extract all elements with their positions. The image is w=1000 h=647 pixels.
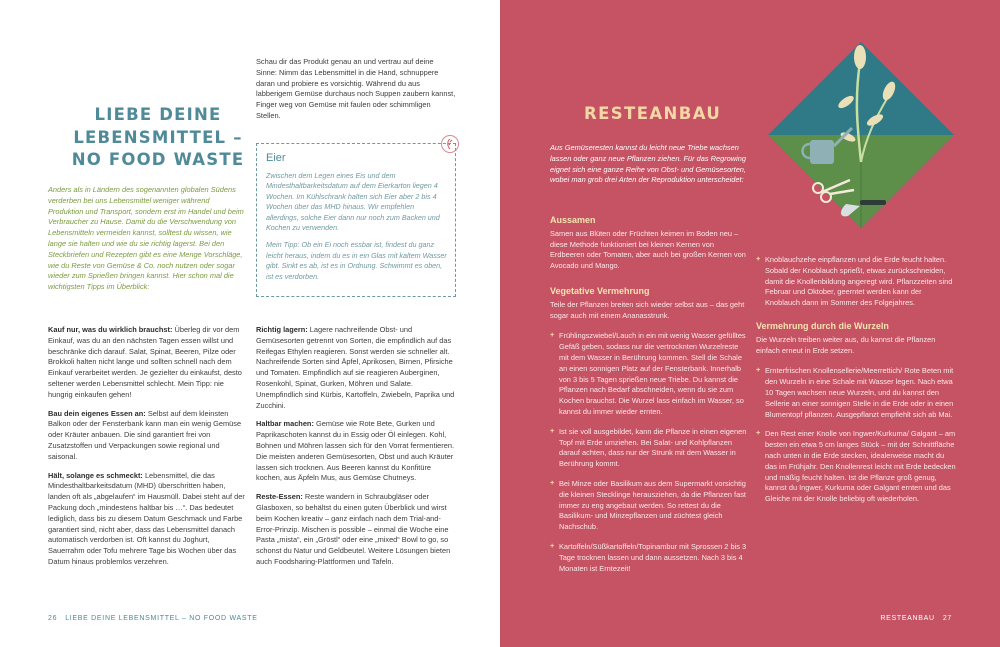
tip-paragraph: Reste-Essen: Reste wandern in Schraubgläser oder Glasboxen, so behältst du einen guten Überblick und wirst beim Kochen kreativ – ganz einfach nach dem Trial-and-Error-Prinzip. Mischen is possible – einmal die Woche eine Pasta „mista“, ein „Gröstl“ oder eine „mixed“ Bowl to go, so schonst du Natur und Geldbeutel. Weitere Lösungen bieten auch Foodsharing-Plattformen und Tafeln.	[256, 492, 451, 566]
right-page-heading: RESTEANBAU	[584, 104, 722, 123]
section-heading-aussamen: Aussamen	[550, 215, 596, 225]
list-item: + Kartoffeln/Süßkartoffeln/Topinambur mit Sprossen 2 bis 3 Tage trocknen lassen und dann aussetzen. Nach 3 bis 4 Monaten ist Erntezeit!	[550, 540, 747, 573]
tip-paragraph: Bau dein eigenes Essen an: Selbst auf dem kleinsten Balkon oder der Fensterbank kann man ein wenig Gemüse oder Kräuter anbauen. Die sind garantiert frei von Zusatzstoffen und Verpackungen sowie regional und saisonal.	[48, 408, 242, 461]
top-column-text: Schau dir das Produkt genau an und vertrau auf deine Sinne: Nimm das Lebensmittel in die Hand, schnuppere daran und probiere es vorsichtig. Während du aus labberigem Gemüse durchaus noch Suppen zaubern kannst, Finger weg von Gemüse mit faulen oder schimmligen Stellen.	[256, 57, 456, 120]
tip-paragraph: Richtig lagern: Lagere nachreifende Obst- und Gemüsesorten getrennt von Sorten, die empfindlich auf das Reifegas Ethylen reagieren. Sonst werden sie schneller alt. Nachreifende Sorten sind Äpfel, Aprikosen, Birnen, Pfirsiche und Tomaten. Empfindlich auf sie reagieren Auberginen, Rosenkohl, Spinat, Gurken, Möhren und Salate. Unempfindlich sind Kürbis, Kartoffeln, Zwiebeln, Paprika und Zucchini.	[256, 325, 455, 410]
heading-line: LIEBE DEINE	[94, 105, 222, 124]
section-text: Teile der Pflanzen breiten sich wieder selbst aus – das geht sogar auch mit einem Ananasstrunk.	[550, 299, 745, 320]
right-column-2	[756, 255, 956, 514]
plus-bullet-icon: +	[756, 428, 761, 438]
egg-box-paragraph: Zwischen dem Legen eines Eis und dem Mindesthaltbarkeitsdatum auf dem Eierkarton liegen 4 Wochen. Im Kühlschrank halten sich Eier aber 2 bis 4 Wochen über das MHD hinaus. Wir empfehlen allerdings, solche Eier dann nur noch zum Backen und Kochen zu verwenden.	[266, 171, 440, 233]
running-title: RESTEANBAU	[880, 615, 935, 622]
right-page-footer	[880, 615, 952, 622]
page-number: 26	[48, 615, 58, 622]
list-item: + Den Rest einer Knolle von Ingwer/Kurkuma/ Galgant – am besten ein etwa 5 cm langes Stück – mit der Schnittfläche nach unten in die Erde stecken, idealerweise macht du das im Frühjahr. Den Knollenrest leicht mit Erde bedecken und mäßig feucht halten. Ist die Pflanze groß genug, kannst du Ingwer, Kurkuma oder Galgant ernten und das Gleiche mit der Knolle beliebig oft wiederholen.	[756, 428, 956, 504]
plus-bullet-icon: +	[550, 540, 555, 550]
egg-box-tip: Mein Tipp: Ob ein Ei noch essbar ist, findest du ganz leicht heraus, indem du es in ein Glas mit kaltem Wasser gibt. Sinkt es ab, ist es in Ordnung. Schwimmt es oben, ist es verdorben.	[266, 240, 447, 281]
section-text: Die Wurzeln treiben weiter aus, du kannst die Pflanzen einfach erneut in Erde setzen.	[756, 334, 936, 355]
tip-paragraph: Haltbar machen: Gemüse wie Rote Bete, Gurken und Paprikaschoten kannst du in Essig oder Öl einlegen. Kohl, Bohnen und Möhren lassen sich für den Vorrat fermentieren. Die meisten anderen Gemüsesorten, Obst und auch Kräuter lassen sich trocknen. Aus Beeren kannst du Konfitüre kochen, aus Äpfeln Mus, aus Gemüse Chutneys.	[256, 419, 455, 483]
running-title: LIEBE DEINE LEBENSMITTEL – NO FOOD WASTE	[65, 615, 258, 622]
heading-line: NO FOOD WASTE	[71, 150, 245, 169]
right-intro-text: Aus Gemüseresten kannst du leicht neue Triebe wachsen lassen oder ganz neue Pflanzen ziehen. Für das Regrowing eignet sich eine ganze Reihe von Obst- und Gemüsesorten, wobei man grob drei Arten der Reproduktion unterscheidet:	[550, 143, 746, 185]
right-page	[500, 0, 1000, 647]
list-item: + Bei Minze oder Basilikum aus dem Supermarkt vorsichtig die kleinen Stecklinge herausziehen, da die Pflanzen fast immer zu eng angebaut werden. So rettest du die Basilikum- und Minzepflanzen und züchtest gleich Nachschub.	[550, 477, 746, 532]
section-heading-vegetative: Vegetative Vermehrung	[550, 285, 650, 296]
plus-bullet-icon: +	[756, 254, 761, 263]
plus-bullet-icon: +	[550, 425, 555, 435]
list-item: + Ernterfrischen Knollensellerie/Meerrettich/ Rote Beten mit den Wurzeln in eine Schale mit Wasser legen. Nach etwa 10 Tagen wachsen neue Wurzeln, und du kannst den Sellerie an einer sonnigen Stelle in die Erde oder in einen Blumentopf pflanzen. Ausgepflanzt empfiehlt sich ab Mai.	[756, 365, 954, 419]
left-page-footer	[48, 615, 258, 622]
egg-info-box	[256, 143, 456, 297]
right-column-1	[550, 215, 750, 583]
list-item: + Ist sie voll ausgebildet, kann die Pflanze in einen eigenen Topf mit Erde umziehen. Bei Salat- und Kohlpflanzen darauf achten, dass nur der Strunk mit dem Wasser in Berührung kommt.	[550, 425, 747, 469]
plus-bullet-icon: +	[550, 330, 555, 340]
page-number: 27	[942, 615, 952, 622]
plus-bullet-icon: +	[756, 365, 761, 375]
left-column-2	[256, 325, 456, 576]
tip-paragraph: Kauf nur, was du wirklich brauchst: Überleg dir vor dem Einkauf, was du an den nächsten Tagen essen willst und beschränke dich darauf. Salat, Spinat, Beeren, Pilze oder Brokkoli halten nicht lange und sollten schnell nach dem Einkauf verarbeitet werden. Je gezielter du einkaufst, desto seltener werden Lebensmittel schlecht. Mein Tipp: nie hungrig einkaufen gehen!	[48, 325, 242, 399]
plus-bullet-icon: +	[550, 477, 555, 487]
list-item: + Knoblauchzehe einpflanzen und die Erde feucht halten. Sobald der Knoblauch sprießt, etwas zurückschneiden, damit die Knollenbildung angeregt wird. Pflanzzeiten sind Februar und Oktober, geerntet werden kann der Knoblauch dann im Sommer des Folgejahres.	[756, 254, 953, 308]
heading-line: LEBENSMITTEL –	[73, 127, 243, 147]
plant-illustration	[768, 42, 954, 228]
section-text: Samen aus Blüten oder Früchten keimen im Boden neu – diese Methode funktioniert bei kleinen Kernen von Erdbeeren oder Tomaten, aber auch bei großen Kernen von Avocado und Mango.	[550, 228, 746, 271]
tip-paragraph: Hält, solange es schmeckt: Lebensmittel, die das Mindesthaltbarkeitsdatum (MHD) überschritten haben, landen oft als „abgelaufen“ im Hausmüll. Dabei steht auf der Packung doch „mindestens haltbar bis …“. Das bedeutet lediglich, dass bis zu diesem Datum Geschmack und Farbe garantiert sind, nicht aber, dass das Lebensmittel danach automatisch verdorben ist. Oft kannst du Joghurt, Sauerrahm oder Tofu mehrere Tage bis Wochen über das Datum hinaus problemlos verzehren.	[48, 470, 245, 566]
egg-box-title: Eier	[266, 152, 286, 164]
left-column-1	[48, 325, 246, 576]
left-intro-text: Anders als in Ländern des sogenannten globalen Südens verderben bei uns Lebensmittel weniger während Produktion und Transport, sondern erst im Handel und beim Verbraucher zu Hause. Damit du die Verschwendung von Lebensmitteln vermeiden kannst, solltest du wissen, wie lange sie halten und wie du sie richtig lagerst. Bei den Steckbriefen und Rezepten gibt es eine Menge Vorschläge, wie du Reste von Gemüse & Co. noch nutzen oder sogar wieder zum Sprießen bringen kannst. Hier schon mal die wichtigsten Tipps im Überblick:	[48, 185, 244, 292]
left-page-heading	[58, 104, 258, 172]
list-item: + Frühlingszwiebel/Lauch in ein mit wenig Wasser gefülltes Gefäß geben, sodass nur die vertrocknten Wurzelreste mit dem Wasser in Berührung kommen. Stell die Schale an einen sonnigen Platz auf der Fensterbank. Innerhalb von 3 bis 5 Tagen sprießen neue Triebe. Du kannst die Pflanzen nach Bedarf abschneiden, wenn du sie zum Kochen brauchst. Die Wurzel lass einfach im Wasser, so kannst du immer wieder ernten.	[550, 330, 746, 416]
section-heading-wurzeln: Vermehrung durch die Wurzeln	[756, 320, 889, 331]
